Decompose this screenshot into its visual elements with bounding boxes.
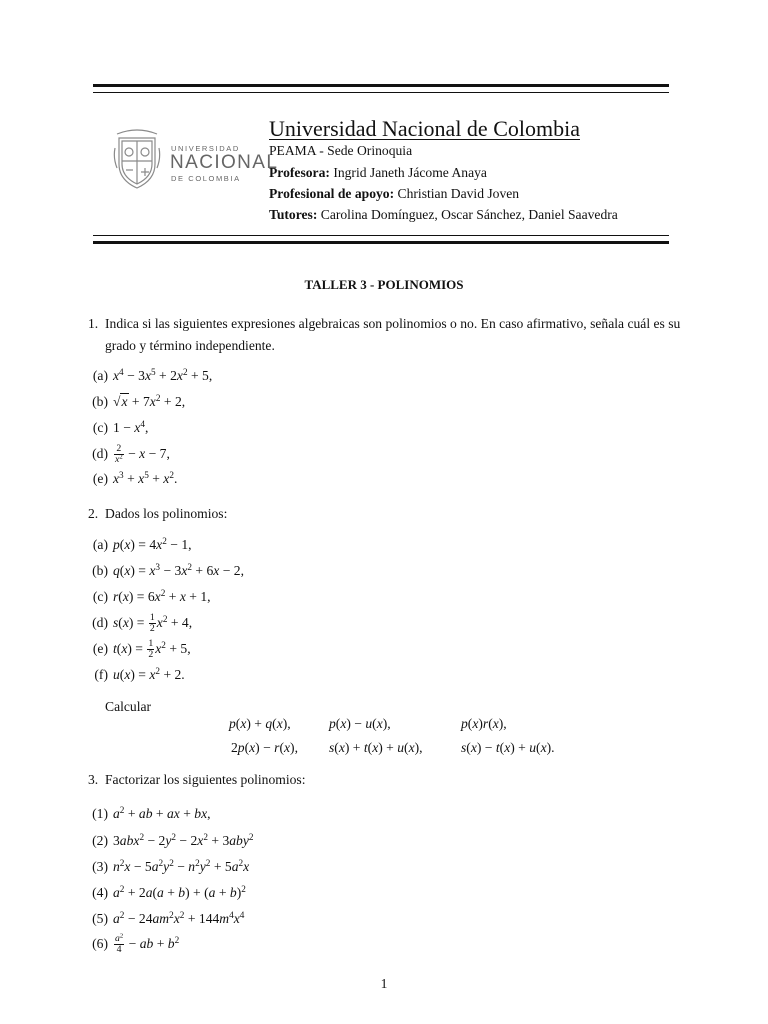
q3-expr-5: $a^2 - 24am^2x^2 + 144m^4x^4$ [113, 909, 245, 926]
item-label: (5) [92, 911, 108, 926]
item-label: (c) [92, 420, 108, 435]
q2-expr-a: $p(x) = 4x^2 - 1$, [113, 535, 192, 552]
header-top-rule-thick [93, 84, 669, 87]
question-1-number: 1. [88, 316, 99, 331]
q2-expr-f: $u(x) = x^2 + 2$. [113, 665, 185, 682]
q1-expr-e: $x^3 + x^5 + x^2$. [113, 469, 178, 486]
item-label: (c) [92, 589, 108, 604]
calc-expr-6: s(x) − t(x) + u(x). [461, 740, 555, 755]
q3-item-3 [82, 859, 249, 875]
page-number: 1 [380, 976, 388, 991]
logo-line-nacional: NACIONAL [170, 152, 279, 173]
q3-item-1 [82, 806, 211, 822]
item-label: (a) [92, 537, 108, 552]
header-bottom-rule-thick [93, 241, 669, 244]
question-1-text [105, 313, 705, 357]
tutores-value: Carolina Domínguez, Oscar Sánchez, Daniel Saavedra [320, 207, 618, 222]
item-label: (d) [92, 614, 108, 630]
q2-expr-d: s(x) = $\frac{1}{2}$ $x^2 + 4$, [113, 612, 193, 635]
q3-expr-6: $\frac{a^2}{4}$ − ab + $b^2$ [115, 932, 180, 956]
q3-expr-3: $n^2x - 5a^2y^2 - n^2y^2 + 5a^2x$ [113, 857, 250, 874]
question-3-text: Factorizar los siguientes polinomios: [105, 772, 306, 787]
q3-item-4 [82, 885, 246, 901]
item-label: (3) [92, 859, 108, 874]
q3-item-6 [82, 934, 179, 956]
q3-item-2 [82, 833, 254, 849]
question-1-line-1: Indica si las siguientes expresiones algebraicas son polinomios o no. En caso afirmativo, señala cuál es su [105, 316, 681, 331]
worksheet-title: TALLER 3 - POLINOMIOS [304, 277, 464, 292]
logo-line-de-colombia: DE COLOMBIA [171, 174, 241, 183]
item-label: (e) [92, 471, 108, 486]
q1-item-b [82, 394, 185, 410]
apoyo-value: Christian David Joven [397, 186, 520, 201]
calc-expr-5: s(x) + t(x) + u(x), [329, 740, 423, 755]
apoyo-label: Profesional de apoyo: [269, 186, 395, 201]
q1-expr-a: $x^4 - 3x^5 + 2x^2 + 5$, [113, 366, 213, 383]
question-2-text: Dados los polinomios: [105, 506, 228, 521]
profesora-label: Profesora: [269, 165, 330, 180]
item-label: (b) [92, 563, 108, 578]
q2-item-c [82, 589, 211, 605]
calc-expr-2: p(x) − u(x), [329, 716, 391, 731]
item-label: (2) [92, 833, 108, 848]
item-label: (a) [92, 368, 108, 383]
q2-item-a [82, 537, 192, 553]
calcular-label: Calcular [105, 699, 152, 714]
question-2-number: 2. [88, 506, 99, 521]
profesora-value: Ingrid Janeth Jácome Anaya [333, 165, 487, 180]
header-top-rule-thin [93, 92, 669, 93]
university-logo [113, 126, 279, 196]
university-shield-icon [113, 128, 161, 190]
profesora-line [269, 165, 487, 181]
item-label: (4) [92, 885, 108, 900]
item-label: (6) [92, 935, 108, 951]
calc-expr-4: 2p(x) − r(x), [231, 740, 298, 755]
calc-expr-1: p(x) + q(x), [229, 716, 291, 731]
item-label: (e) [92, 640, 108, 656]
logo-line-universidad: UNIVERSIDAD [171, 144, 240, 153]
q1-item-a [82, 368, 212, 384]
question-3-number: 3. [88, 772, 99, 787]
university-name: Universidad Nacional de Colombia [269, 116, 580, 141]
program-name: PEAMA - Sede Orinoquia [269, 143, 413, 158]
header-bottom-rule-thin [93, 235, 669, 236]
q3-expr-2: $3abx^2 - 2y^2 - 2x^2 + 3aby^2$ [113, 831, 254, 848]
q3-expr-1: $a^2$ + ab + ax + bx, [113, 804, 211, 821]
q2-item-d [82, 613, 192, 635]
q1-expr-d: $\frac{2}{x^2}$ − x − 7, [115, 443, 170, 466]
q1-expr-b: $√x + 7x^2 + 2$, [113, 392, 186, 409]
q2-expr-e: t(x) = $\frac{1}{2}$ $x^2 + 5$, [113, 638, 191, 661]
question-1-line-2: grado y término independiente. [105, 338, 275, 353]
tutores-line [269, 207, 618, 223]
q3-expr-4: $a^2 + 2a(a + b) + (a + b)^2$ [113, 883, 246, 900]
q3-item-5 [82, 911, 244, 927]
q2-expr-b: $q(x) = x^3 - 3x^2 + 6x - 2$, [113, 561, 244, 578]
q1-expr-c: $1 - x^4$, [113, 418, 149, 435]
q1-item-d [82, 444, 170, 466]
item-label: (d) [92, 445, 108, 461]
tutores-label: Tutores: [269, 207, 318, 222]
q1-item-e [82, 471, 177, 487]
q2-item-e [82, 639, 191, 661]
q1-item-c [82, 420, 148, 436]
item-label: (b) [92, 394, 108, 409]
q2-item-b [82, 563, 244, 579]
q2-expr-c: $r(x) = 6x^2 + x + 1$, [113, 587, 211, 604]
calc-expr-3: p(x)r(x), [461, 716, 507, 731]
item-label: (f) [94, 667, 108, 682]
item-label: (1) [92, 806, 108, 821]
apoyo-line [269, 186, 519, 202]
q2-item-f [82, 667, 185, 683]
